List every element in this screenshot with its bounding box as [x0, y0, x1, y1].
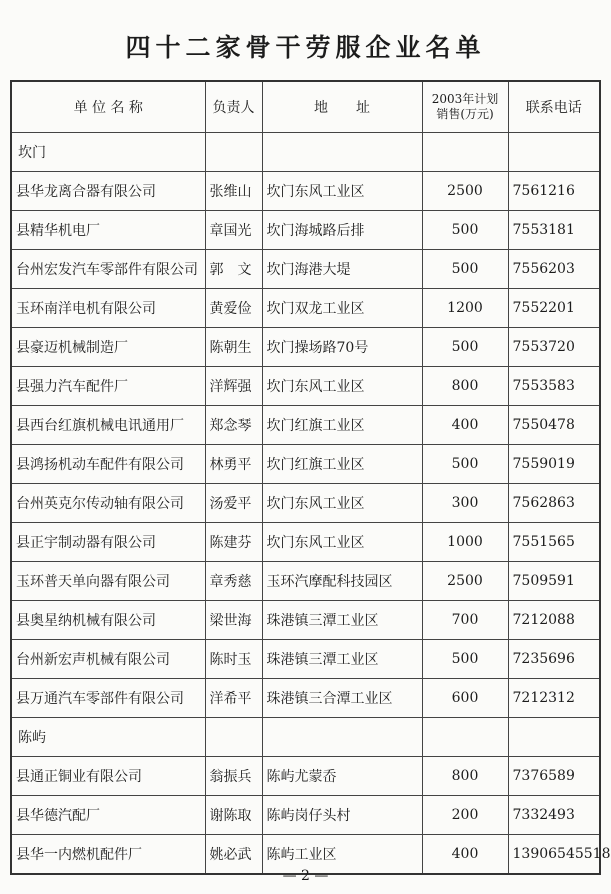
person-cell: 林勇平 — [205, 445, 262, 484]
address-cell: 陈屿尤蒙岙 — [262, 757, 422, 796]
address-cell: 坎门操场路70号 — [262, 328, 422, 367]
empty-cell — [422, 133, 508, 172]
phone-cell: 7551565 — [508, 523, 600, 562]
unit-name-cell: 县豪迈机械制造厂 — [11, 328, 205, 367]
empty-cell — [422, 718, 508, 757]
enterprise-table — [10, 80, 611, 875]
address-cell: 坎门东风工业区 — [262, 484, 422, 523]
header-phone: 联系电话 — [508, 81, 600, 133]
unit-name-cell: 县通正铜业有限公司 — [11, 757, 205, 796]
unit-name-cell: 县西台红旗机械电讯通用厂 — [11, 406, 205, 445]
unit-name-cell: 县鸿扬机动车配件有限公司 — [11, 445, 205, 484]
table-row — [11, 640, 600, 679]
person-cell: 梁世海 — [205, 601, 262, 640]
phone-cell: 13906545518 — [508, 835, 600, 875]
empty-cell — [205, 133, 262, 172]
table-row — [11, 250, 600, 289]
phone-cell: 7235696 — [508, 640, 600, 679]
address-cell: 陈屿岗仔头村 — [262, 796, 422, 835]
unit-name-cell: 玉环普天单向器有限公司 — [11, 562, 205, 601]
section-name: 坎门 — [11, 133, 205, 172]
phone-cell: 7376589 — [508, 757, 600, 796]
person-cell: 陈时玉 — [205, 640, 262, 679]
sales-cell: 500 — [422, 211, 508, 250]
sales-cell: 2500 — [422, 172, 508, 211]
unit-name-cell: 县精华机电厂 — [11, 211, 205, 250]
unit-name-cell: 县万通汽车零部件有限公司 — [11, 679, 205, 718]
header-sales-line1: 2003年计划 — [431, 92, 499, 106]
table-row — [11, 679, 600, 718]
address-cell: 玉环汽摩配科技园区 — [262, 562, 422, 601]
phone-cell: 7556203 — [508, 250, 600, 289]
address-cell: 坎门东风工业区 — [262, 367, 422, 406]
unit-name-cell: 县正宇制动器有限公司 — [11, 523, 205, 562]
phone-cell: 7561216 — [508, 172, 600, 211]
sales-cell: 500 — [422, 328, 508, 367]
unit-name-cell: 台州新宏声机械有限公司 — [11, 640, 205, 679]
person-cell: 洋希平 — [205, 679, 262, 718]
sales-cell: 400 — [422, 835, 508, 875]
address-cell: 珠港镇三合潭工业区 — [262, 679, 422, 718]
person-cell: 陈朝生 — [205, 328, 262, 367]
unit-name-cell: 县奥星纳机械有限公司 — [11, 601, 205, 640]
table-row — [11, 796, 600, 835]
address-cell: 坎门东风工业区 — [262, 523, 422, 562]
header-sales — [422, 81, 508, 133]
unit-name-cell: 玉环南洋电机有限公司 — [11, 289, 205, 328]
person-cell: 章国光 — [205, 211, 262, 250]
sales-cell: 1000 — [422, 523, 508, 562]
sales-cell: 800 — [422, 757, 508, 796]
page-title: 四十二家骨干劳服企业名单 — [125, 33, 486, 62]
phone-cell: 7509591 — [508, 562, 600, 601]
header-unit: 单 位 名 称 — [11, 81, 205, 133]
unit-name-cell: 县华龙离合器有限公司 — [11, 172, 205, 211]
sales-cell: 500 — [422, 445, 508, 484]
header-person: 负责人 — [205, 81, 262, 133]
unit-name-cell: 台州宏发汽车零部件有限公司 — [11, 250, 205, 289]
table-row — [11, 367, 600, 406]
person-cell: 黄爱俭 — [205, 289, 262, 328]
address-cell: 坎门红旗工业区 — [262, 445, 422, 484]
empty-cell — [508, 133, 600, 172]
address-cell: 陈屿工业区 — [262, 835, 422, 875]
section-row — [11, 133, 600, 172]
phone-cell: 7550478 — [508, 406, 600, 445]
table-row — [11, 484, 600, 523]
address-cell: 坎门双龙工业区 — [262, 289, 422, 328]
person-cell: 郭 文 — [205, 250, 262, 289]
table-row — [11, 328, 600, 367]
sales-cell: 200 — [422, 796, 508, 835]
person-cell: 张维山 — [205, 172, 262, 211]
sales-cell: 600 — [422, 679, 508, 718]
phone-cell: 7562863 — [508, 484, 600, 523]
table-row — [11, 172, 600, 211]
empty-cell — [205, 718, 262, 757]
sales-cell: 300 — [422, 484, 508, 523]
empty-cell — [508, 718, 600, 757]
sales-cell: 2500 — [422, 562, 508, 601]
phone-cell: 7552201 — [508, 289, 600, 328]
table-row — [11, 757, 600, 796]
person-cell: 郑念琴 — [205, 406, 262, 445]
empty-cell — [262, 718, 422, 757]
header-sales-line2: 销售(万元) — [436, 107, 494, 121]
sales-cell: 500 — [422, 250, 508, 289]
phone-cell: 7332493 — [508, 796, 600, 835]
sales-cell: 400 — [422, 406, 508, 445]
phone-cell: 7212312 — [508, 679, 600, 718]
phone-cell: 7553720 — [508, 328, 600, 367]
phone-cell: 7553181 — [508, 211, 600, 250]
header-address: 地 址 — [262, 81, 422, 133]
sales-cell: 800 — [422, 367, 508, 406]
table-row — [11, 406, 600, 445]
address-cell: 坎门东风工业区 — [262, 172, 422, 211]
person-cell: 翁振兵 — [205, 757, 262, 796]
address-cell: 坎门海港大堤 — [262, 250, 422, 289]
phone-cell: 7553583 — [508, 367, 600, 406]
table-header-row — [11, 81, 600, 133]
address-cell: 坎门红旗工业区 — [262, 406, 422, 445]
phone-cell: 7559019 — [508, 445, 600, 484]
section-row — [11, 718, 600, 757]
person-cell: 陈建芬 — [205, 523, 262, 562]
table-row — [11, 601, 600, 640]
unit-name-cell: 县华一内燃机配件厂 — [11, 835, 205, 875]
unit-name-cell: 台州英克尔传动轴有限公司 — [11, 484, 205, 523]
person-cell: 姚必武 — [205, 835, 262, 875]
page-number: — 2 — — [282, 868, 329, 884]
sales-cell: 500 — [422, 640, 508, 679]
sales-cell: 1200 — [422, 289, 508, 328]
table-row — [11, 289, 600, 328]
section-name: 陈屿 — [11, 718, 205, 757]
table-row — [11, 211, 600, 250]
table-body — [11, 133, 611, 875]
person-cell: 谢陈取 — [205, 796, 262, 835]
phone-cell: 7212088 — [508, 601, 600, 640]
person-cell: 汤爱平 — [205, 484, 262, 523]
table-row — [11, 562, 600, 601]
table-row — [11, 523, 600, 562]
person-cell: 洋辉强 — [205, 367, 262, 406]
table-row — [11, 445, 600, 484]
sales-cell: 700 — [422, 601, 508, 640]
address-cell: 坎门海城路后排 — [262, 211, 422, 250]
empty-cell — [262, 133, 422, 172]
address-cell: 珠港镇三潭工业区 — [262, 640, 422, 679]
address-cell: 珠港镇三潭工业区 — [262, 601, 422, 640]
unit-name-cell: 县强力汽车配件厂 — [11, 367, 205, 406]
unit-name-cell: 县华德汽配厂 — [11, 796, 205, 835]
person-cell: 章秀慈 — [205, 562, 262, 601]
